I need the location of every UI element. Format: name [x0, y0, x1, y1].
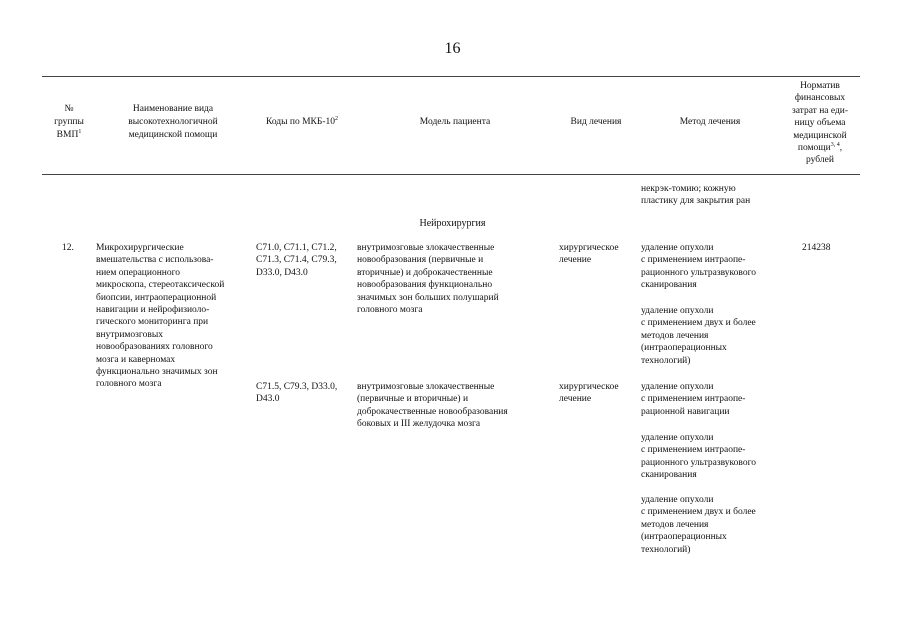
sub1-method-2: удаление опухоли с применением двух и более методов лечения (интраоперационных технологий) — [641, 306, 756, 366]
footnote-3-4: 3, 4 — [830, 141, 840, 148]
sub1-codes: С71.0, С71.1, С71.2, С71.3, С71.4, С79.3, D33.0, D43.0 — [256, 243, 337, 278]
header-col-norm — [780, 80, 860, 167]
sub2-method-2: удаление опухоли с применением интраопе- рационного ультразвукового сканирования — [641, 433, 756, 481]
row-number: 12. — [62, 243, 74, 253]
continuation-method-text: некрэк-томию; кожную пластику для закрытия ран — [641, 184, 751, 207]
row-norm-value: 214238 — [802, 243, 831, 253]
sub2-codes: С71.5, С79.3, D33.0, D43.0 — [256, 382, 338, 405]
sub2-method-3: удаление опухоли с применением двух и более методов лечения (интраоперационных технологий) — [641, 495, 756, 555]
row-name: Микрохирургические вмешательства с использова- нием операционного микроскопа, стереотаксической биопсии, интраоперационной навигации и нейрофизиоло- гического мониторинга при внутримозговых новообразованиях головного мозга и каверномах функционально значимых зон головного мозга — [96, 243, 225, 390]
header-col-codes-text: Коды по МКБ-10 — [265, 117, 336, 127]
sub2-type: хирургическое лечение — [559, 382, 619, 405]
header-col-norm-text-b: , рублей — [806, 143, 843, 166]
header-col-number-text: № группы ВМП — [54, 104, 84, 140]
header-col-method: Метод лечения — [679, 117, 741, 127]
footnote-1: 1 — [78, 128, 82, 135]
header-col-number — [44, 103, 94, 142]
sub2-model: внутримозговые злокачественные (первичные и вторичные) и доброкачественные новообразования боковых и III желудочка мозга — [357, 382, 508, 430]
header-col-name: Наименование вида высокотехнологичной медицинской помощи — [128, 104, 218, 140]
sub2-method-1: удаление опухоли с применением интраопе- рационной навигации — [641, 382, 746, 417]
header-col-model: Модель пациента — [419, 117, 491, 127]
page-number: 16 — [444, 40, 461, 57]
table-top-border — [42, 76, 860, 77]
sub1-method-1: удаление опухоли с применением интраопе- рационного ультразвукового сканирования — [641, 243, 756, 291]
sub1-model: внутримозговые злокачественные новообразования (первичные и вторичные) и доброкачественные новообразования функционально значимых зон больших полушарий головного мозга — [357, 243, 499, 316]
header-col-norm-text-a: Норматив финансовых затрат на еди- ницу объема медицинской помощи — [791, 81, 849, 154]
header-bottom-border — [42, 174, 860, 175]
footnote-2: 2 — [335, 115, 339, 122]
header-col-codes — [252, 116, 352, 129]
section-title: Нейрохирургия — [419, 218, 486, 229]
header-col-type: Вид лечения — [570, 117, 622, 127]
sub1-type: хирургическое лечение — [559, 243, 619, 266]
